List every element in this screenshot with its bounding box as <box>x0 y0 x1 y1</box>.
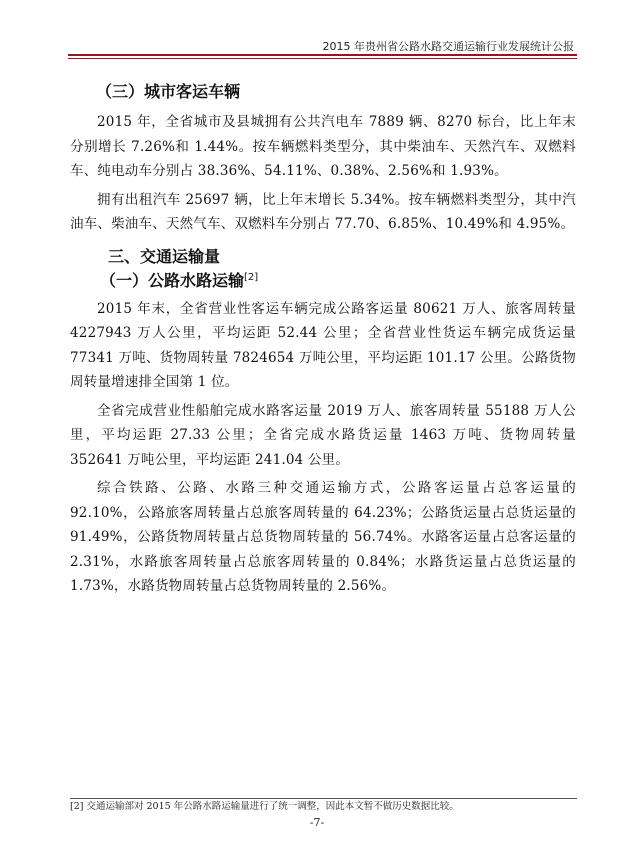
footnote-marker[interactable]: [2] <box>244 271 259 283</box>
section-heading-urban-vehicles: （三）城市客运车辆 <box>96 82 241 101</box>
footnote-rule <box>70 798 577 799</box>
running-header: 2015 年贵州省公路水路交通运输行业发展统计公报 <box>322 40 574 53</box>
section-heading-road-water <box>100 271 576 291</box>
paragraph: 综合铁路、公路、水路三种交通运输方式，公路客运量占总客运量的 92.10%，公路旅客周转量占总旅客周转量的 64.23%；公路货运量占总货运量的 91.49%，公路货物周转量占总货物周转量的 56.74%。水路客运量占总客运量的 2.31%，水路旅客周转量占总旅客周转量的 0.84%；水路货运量占总货运量的 1.73%，水路货物周转量占总货物周转量的 2.56%。 <box>70 480 576 594</box>
paragraph: 拥有出租汽车 25697 辆，比上年末增长 5.34%。按车辆燃料类型分，其中汽油车、柴油车、天然气车、双燃料车分别占 77.70、6.85%、10.49%和 4.95%。 <box>70 191 576 232</box>
heading-text: （一）公路水路运输 <box>100 270 245 290</box>
section-heading-transport-volume: 三、交通运输量 <box>108 246 221 266</box>
page-number: -7- <box>309 816 325 829</box>
header-rule <box>68 54 577 56</box>
page-content <box>70 72 576 603</box>
paragraph: 2015 年末，全省营业性客运车辆完成公路客运量 80621 万人、旅客周转量 4227943 万人公里，平均运距 52.44 公里；全省营业性货运车辆完成货运量 77341 万吨、货物周转量 7824654 万吨公里，平均运距 101.17 公里。公路货物周转量增速排全国第 1 位。 <box>70 300 576 390</box>
footnote: [2] 交通运输部对 2015 年公路水路运输量进行了统一调整，因此本文暂不做历史数据比较。 <box>70 801 459 812</box>
header-rule-thin <box>68 58 577 59</box>
paragraph: 2015 年，全省城市及县城拥有公共汽电车 7889 辆、8270 标台，比上年末分别增长 7.26%和 1.44%。按车辆燃料类型分，其中柴油车、天然汽车、双燃料车、纯电动车分别占 38.36%、54.11%、0.38%、2.56%和 1.93%。 <box>70 114 576 179</box>
paragraph: 全省完成营业性船舶完成水路客运量 2019 万人、旅客周转量 55188 万人公里，平均运距 27.33 公里；全省完成水路货运量 1463 万吨、货物周转量 352641 万吨公里，平均运距 241.04 公里。 <box>70 402 576 468</box>
